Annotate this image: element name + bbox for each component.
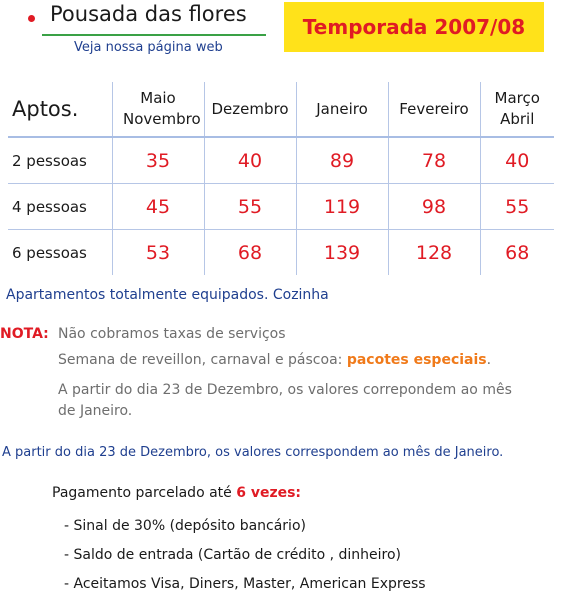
equipped-note: Apartamentos totalmente equipados. Cozinha: [6, 287, 329, 303]
price-cell: 128: [388, 230, 480, 276]
header-marco-abril-label: Março Abril: [494, 89, 540, 128]
header-janeiro: Janeiro: [296, 82, 388, 137]
header-fevereiro: Fevereiro: [388, 82, 480, 137]
installments-highlight: 6 vezes:: [236, 485, 302, 501]
price-cell: 55: [480, 184, 554, 230]
price-cell: 40: [204, 137, 296, 184]
header-dezembro: Dezembro: [204, 82, 296, 137]
price-cell: 119: [296, 184, 388, 230]
price-cell: 45: [112, 184, 204, 230]
price-cell: 55: [204, 184, 296, 230]
nota-line-3: A partir do dia 23 de Dezembro, os valores correpondem ao mês de Janeiro.: [58, 382, 512, 419]
bullet-icon: [28, 15, 35, 22]
nota-label: NOTA:: [0, 326, 49, 342]
table-header-row: [8, 82, 554, 137]
row-label: 4 pessoas: [8, 184, 112, 230]
header-marco-abril: [480, 82, 554, 137]
price-cell: 98: [388, 184, 480, 230]
nota-line-2: [58, 352, 491, 368]
price-cell: 35: [112, 137, 204, 184]
payment-item: - Aceitamos Visa, Diners, Master, American Express: [64, 576, 426, 592]
price-cell: 78: [388, 137, 480, 184]
price-cell: 53: [112, 230, 204, 276]
price-cell: 89: [296, 137, 388, 184]
page-title: Pousada das flores: [50, 2, 247, 26]
nota-line-2-suffix: .: [486, 352, 492, 368]
price-table: [8, 82, 554, 275]
row-label: 6 pessoas: [8, 230, 112, 276]
payment-intro-text: Pagamento parcelado até: [52, 485, 232, 501]
header-maio-novembro: [112, 82, 204, 137]
table-row: [8, 137, 554, 184]
season-label: Temporada 2007/08: [302, 15, 526, 39]
price-cell: 68: [204, 230, 296, 276]
header-maio-novembro-label: Maio Novembro: [123, 89, 201, 128]
web-page-link[interactable]: Veja nossa página web: [74, 40, 223, 55]
payment-item: - Saldo de entrada (Cartão de crédito , dinheiro): [64, 547, 401, 563]
special-packages-highlight: pacotes especiais: [346, 352, 487, 368]
nota-line-1: Não cobramos taxas de serviços: [58, 326, 286, 342]
price-cell: 40: [480, 137, 554, 184]
price-cell: 139: [296, 230, 388, 276]
table-row: [8, 230, 554, 276]
row-label: 2 pessoas: [8, 137, 112, 184]
header-aptos: Aptos.: [8, 82, 112, 137]
payment-intro: [52, 485, 301, 501]
payment-item: - Sinal de 30% (depósito bancário): [64, 518, 306, 534]
title-underline: [42, 34, 266, 36]
table-row: [8, 184, 554, 230]
price-cell: 68: [480, 230, 554, 276]
nota-line-2-text: Semana de reveillon, carnaval e páscoa:: [58, 352, 343, 368]
season-banner: [284, 2, 544, 52]
dezembro-note: A partir do dia 23 de Dezembro, os valores correspondem ao mês de Janeiro.: [2, 445, 504, 460]
